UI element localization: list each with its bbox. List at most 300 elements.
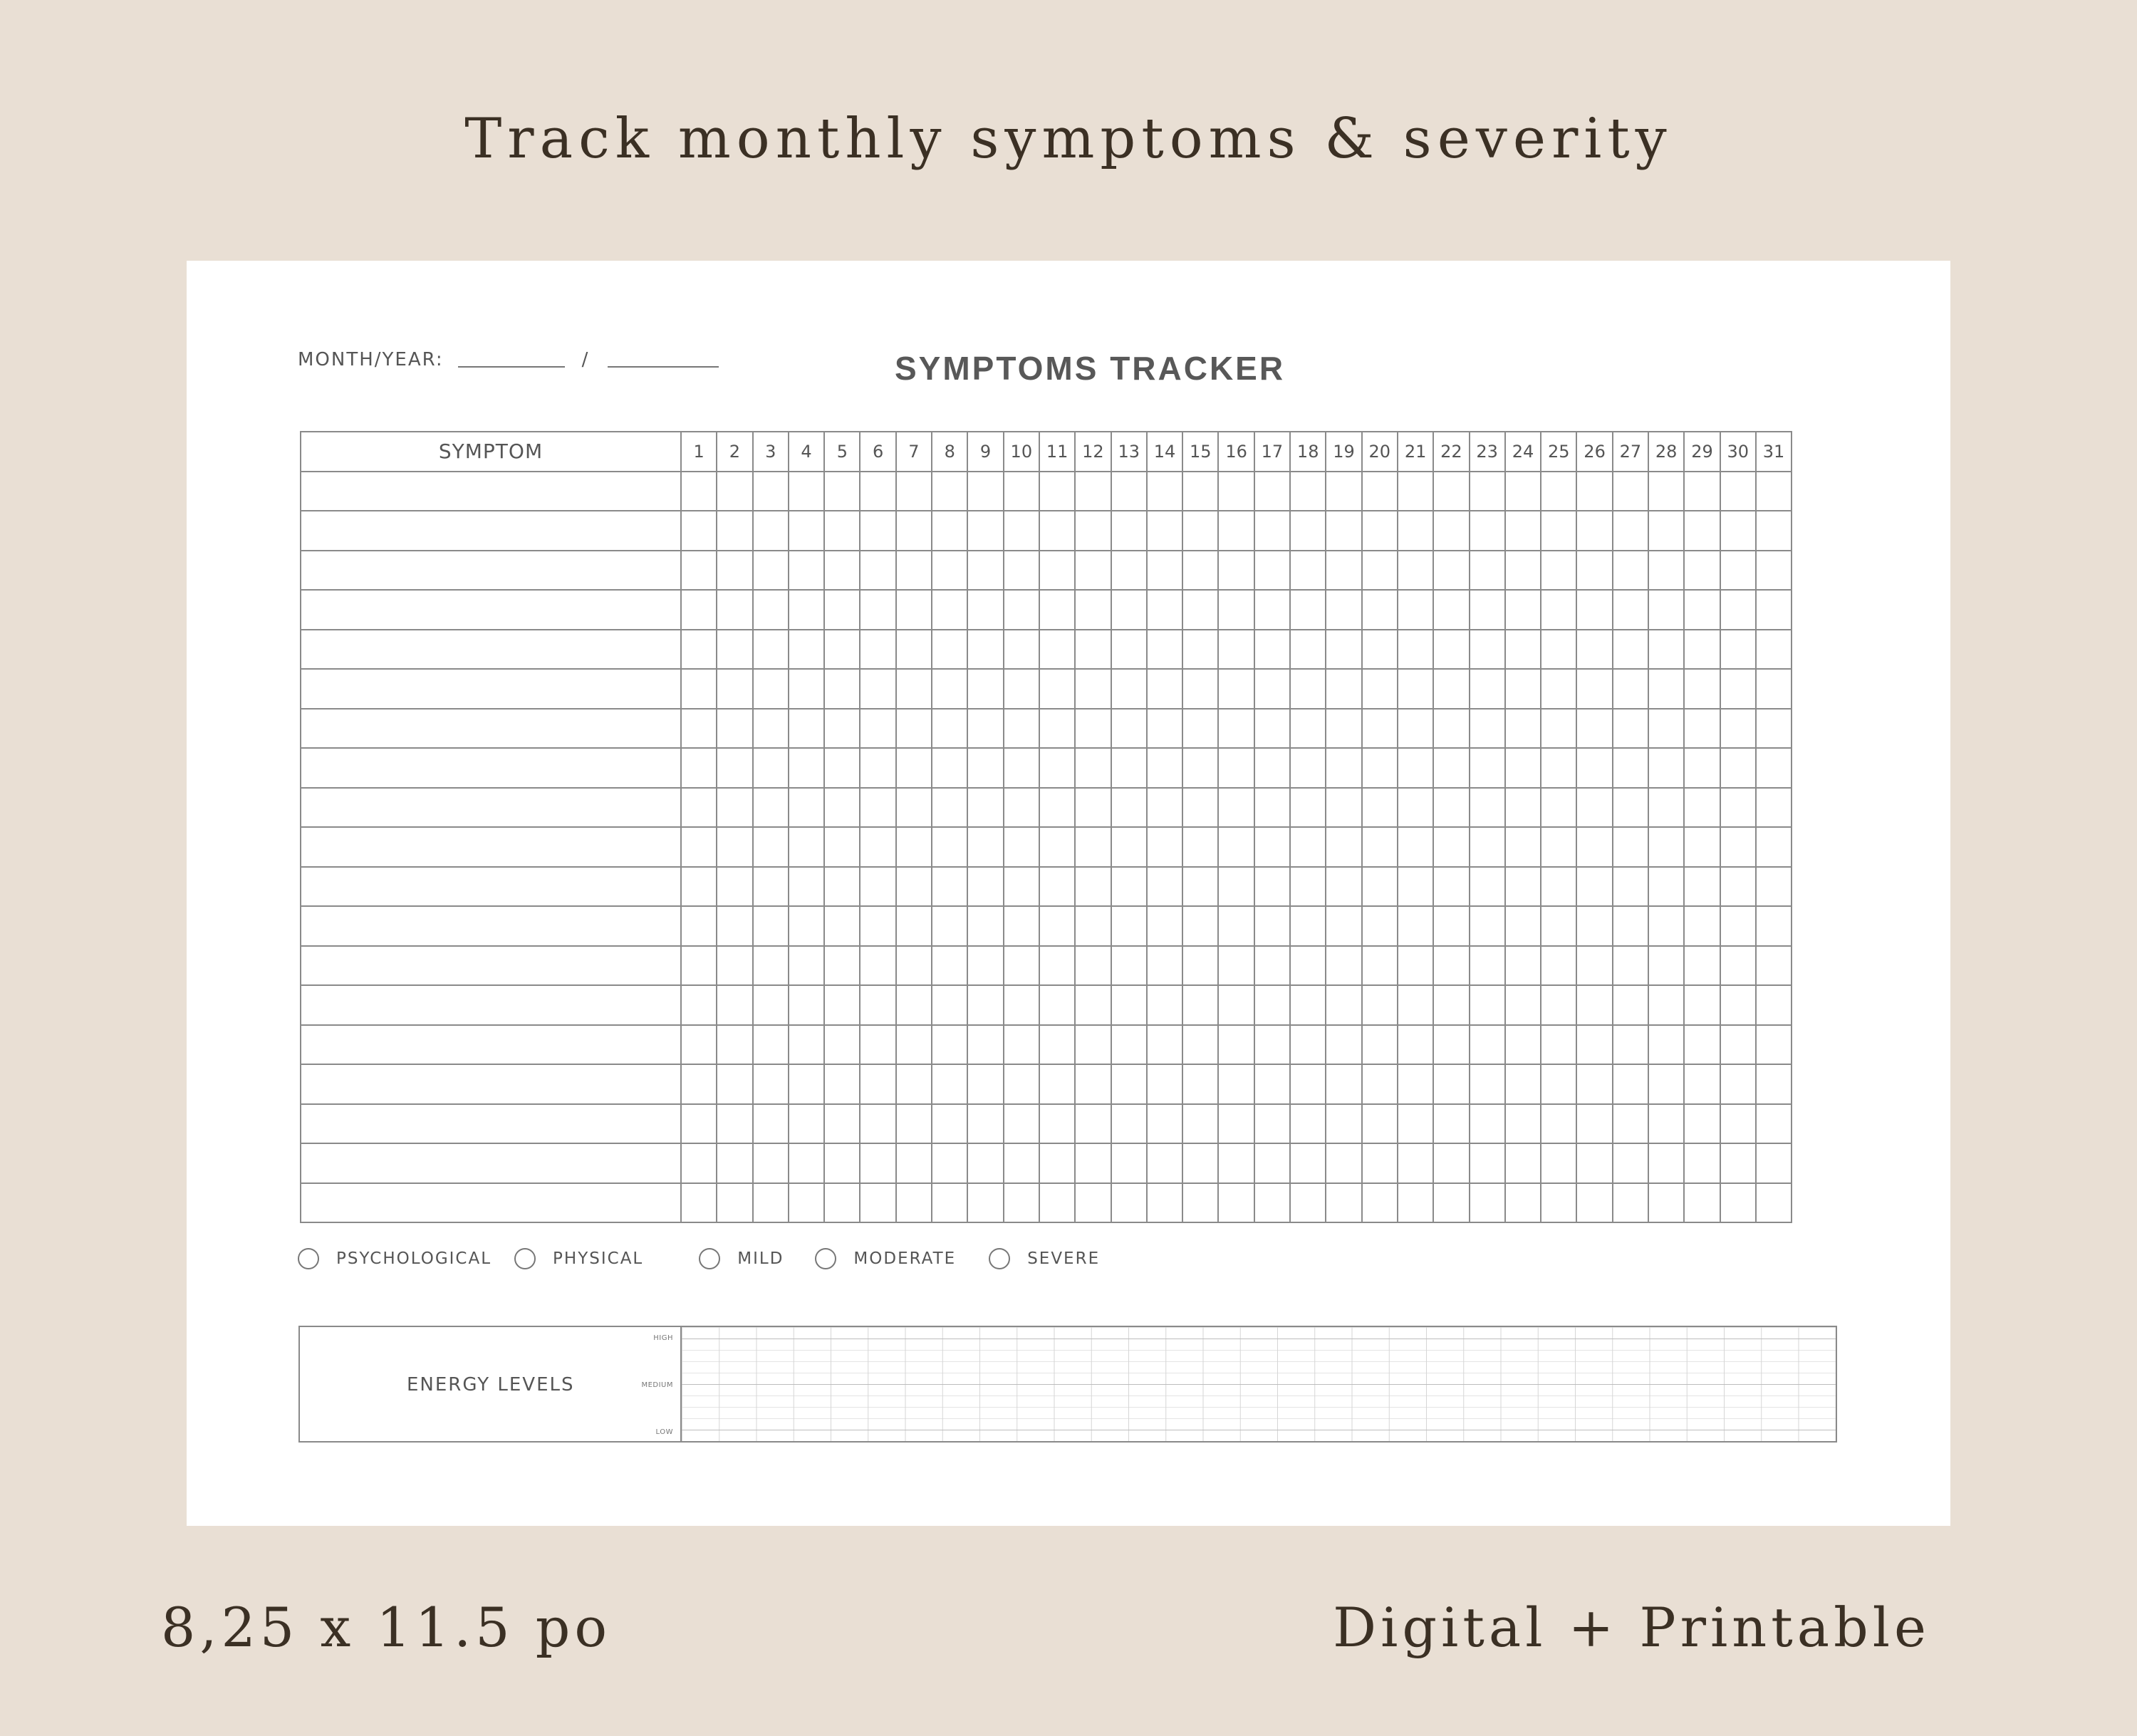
- day-cell[interactable]: [1684, 1183, 1720, 1223]
- day-cell[interactable]: [1505, 630, 1541, 670]
- day-cell[interactable]: [896, 472, 932, 511]
- day-cell[interactable]: [1362, 985, 1398, 1025]
- day-cell[interactable]: [1433, 906, 1469, 946]
- day-cell[interactable]: [1613, 709, 1648, 749]
- day-cell[interactable]: [1362, 906, 1398, 946]
- day-cell[interactable]: [1218, 511, 1254, 551]
- day-cell[interactable]: [1756, 1064, 1792, 1104]
- day-cell[interactable]: [1505, 827, 1541, 867]
- day-cell[interactable]: [1505, 511, 1541, 551]
- day-cell[interactable]: [789, 906, 824, 946]
- day-cell[interactable]: [681, 551, 717, 591]
- day-cell[interactable]: [1505, 748, 1541, 788]
- day-cell[interactable]: [1362, 1064, 1398, 1104]
- day-cell[interactable]: [1004, 946, 1039, 986]
- day-cell[interactable]: [1290, 669, 1326, 709]
- day-cell[interactable]: [717, 1025, 752, 1065]
- day-cell[interactable]: [1648, 985, 1684, 1025]
- day-cell[interactable]: [1541, 788, 1576, 828]
- day-cell[interactable]: [717, 511, 752, 551]
- day-cell[interactable]: [753, 590, 789, 630]
- day-cell[interactable]: [789, 867, 824, 907]
- day-cell[interactable]: [1254, 827, 1290, 867]
- day-cell[interactable]: [717, 630, 752, 670]
- day-cell[interactable]: [967, 511, 1003, 551]
- day-cell[interactable]: [824, 1143, 860, 1183]
- day-cell[interactable]: [1541, 985, 1576, 1025]
- day-cell[interactable]: [896, 985, 932, 1025]
- day-cell[interactable]: [1111, 630, 1147, 670]
- day-cell[interactable]: [717, 788, 752, 828]
- day-cell[interactable]: [1576, 867, 1612, 907]
- day-cell[interactable]: [789, 1143, 824, 1183]
- day-cell[interactable]: [1290, 985, 1326, 1025]
- day-cell[interactable]: [717, 946, 752, 986]
- day-cell[interactable]: [1326, 1143, 1361, 1183]
- day-cell[interactable]: [1326, 472, 1361, 511]
- day-cell[interactable]: [1218, 1183, 1254, 1223]
- day-cell[interactable]: [1147, 1143, 1182, 1183]
- day-cell[interactable]: [1147, 1064, 1182, 1104]
- day-cell[interactable]: [1398, 985, 1433, 1025]
- day-cell[interactable]: [681, 867, 717, 907]
- day-cell[interactable]: [681, 511, 717, 551]
- day-cell[interactable]: [1147, 827, 1182, 867]
- day-cell[interactable]: [1039, 788, 1075, 828]
- day-cell[interactable]: [1326, 1064, 1361, 1104]
- day-cell[interactable]: [753, 1183, 789, 1223]
- day-cell[interactable]: [860, 630, 895, 670]
- day-cell[interactable]: [1720, 827, 1756, 867]
- day-cell[interactable]: [681, 472, 717, 511]
- day-cell[interactable]: [1075, 551, 1111, 591]
- day-cell[interactable]: [1505, 788, 1541, 828]
- day-cell[interactable]: [1398, 788, 1433, 828]
- day-cell[interactable]: [1039, 985, 1075, 1025]
- day-cell[interactable]: [1613, 630, 1648, 670]
- day-cell[interactable]: [1218, 827, 1254, 867]
- day-cell[interactable]: [1075, 906, 1111, 946]
- day-cell[interactable]: [1505, 472, 1541, 511]
- day-cell[interactable]: [932, 788, 967, 828]
- day-cell[interactable]: [1541, 511, 1576, 551]
- day-cell[interactable]: [1433, 1064, 1469, 1104]
- day-cell[interactable]: [1613, 867, 1648, 907]
- day-cell[interactable]: [1684, 788, 1720, 828]
- day-cell[interactable]: [1505, 1025, 1541, 1065]
- day-cell[interactable]: [932, 867, 967, 907]
- severe-checkbox[interactable]: [989, 1248, 1010, 1269]
- day-cell[interactable]: [1756, 1025, 1792, 1065]
- day-cell[interactable]: [681, 827, 717, 867]
- day-cell[interactable]: [1075, 827, 1111, 867]
- day-cell[interactable]: [1684, 669, 1720, 709]
- day-cell[interactable]: [1398, 867, 1433, 907]
- day-cell[interactable]: [1362, 511, 1398, 551]
- day-cell[interactable]: [681, 1143, 717, 1183]
- day-cell[interactable]: [1039, 511, 1075, 551]
- day-cell[interactable]: [1326, 985, 1361, 1025]
- symptom-cell[interactable]: [301, 1183, 681, 1223]
- day-cell[interactable]: [860, 985, 895, 1025]
- day-cell[interactable]: [1433, 472, 1469, 511]
- day-cell[interactable]: [967, 630, 1003, 670]
- day-cell[interactable]: [860, 1025, 895, 1065]
- day-cell[interactable]: [1039, 590, 1075, 630]
- day-cell[interactable]: [1362, 551, 1398, 591]
- day-cell[interactable]: [1756, 906, 1792, 946]
- day-cell[interactable]: [1541, 1183, 1576, 1223]
- day-cell[interactable]: [932, 669, 967, 709]
- day-cell[interactable]: [789, 551, 824, 591]
- day-cell[interactable]: [1470, 551, 1505, 591]
- day-cell[interactable]: [1648, 867, 1684, 907]
- day-cell[interactable]: [1433, 590, 1469, 630]
- day-cell[interactable]: [1039, 906, 1075, 946]
- day-cell[interactable]: [1147, 1183, 1182, 1223]
- day-cell[interactable]: [1541, 1025, 1576, 1065]
- day-cell[interactable]: [860, 827, 895, 867]
- day-cell[interactable]: [824, 906, 860, 946]
- day-cell[interactable]: [967, 788, 1003, 828]
- day-cell[interactable]: [967, 867, 1003, 907]
- symptom-cell[interactable]: [301, 669, 681, 709]
- day-cell[interactable]: [1576, 511, 1612, 551]
- day-cell[interactable]: [1326, 551, 1361, 591]
- day-cell[interactable]: [1362, 709, 1398, 749]
- day-cell[interactable]: [1039, 748, 1075, 788]
- day-cell[interactable]: [717, 551, 752, 591]
- day-cell[interactable]: [1613, 748, 1648, 788]
- day-cell[interactable]: [896, 590, 932, 630]
- day-cell[interactable]: [1254, 906, 1290, 946]
- day-cell[interactable]: [789, 1104, 824, 1144]
- day-cell[interactable]: [753, 1143, 789, 1183]
- day-cell[interactable]: [1756, 669, 1792, 709]
- day-cell[interactable]: [1290, 1064, 1326, 1104]
- day-cell[interactable]: [1290, 1025, 1326, 1065]
- day-cell[interactable]: [1613, 669, 1648, 709]
- day-cell[interactable]: [824, 472, 860, 511]
- symptom-cell[interactable]: [301, 867, 681, 907]
- day-cell[interactable]: [1362, 788, 1398, 828]
- day-cell[interactable]: [1039, 1064, 1075, 1104]
- day-cell[interactable]: [1254, 1104, 1290, 1144]
- day-cell[interactable]: [717, 709, 752, 749]
- day-cell[interactable]: [1720, 1143, 1756, 1183]
- day-cell[interactable]: [1576, 630, 1612, 670]
- day-cell[interactable]: [717, 669, 752, 709]
- day-cell[interactable]: [1613, 472, 1648, 511]
- day-cell[interactable]: [1254, 630, 1290, 670]
- symptom-cell[interactable]: [301, 946, 681, 986]
- day-cell[interactable]: [1576, 788, 1612, 828]
- day-cell[interactable]: [717, 590, 752, 630]
- day-cell[interactable]: [1684, 630, 1720, 670]
- day-cell[interactable]: [1004, 1104, 1039, 1144]
- day-cell[interactable]: [1111, 1025, 1147, 1065]
- day-cell[interactable]: [1039, 1104, 1075, 1144]
- day-cell[interactable]: [717, 985, 752, 1025]
- day-cell[interactable]: [824, 630, 860, 670]
- day-cell[interactable]: [824, 590, 860, 630]
- day-cell[interactable]: [1004, 788, 1039, 828]
- day-cell[interactable]: [1111, 946, 1147, 986]
- day-cell[interactable]: [824, 1025, 860, 1065]
- day-cell[interactable]: [1613, 551, 1648, 591]
- day-cell[interactable]: [967, 1064, 1003, 1104]
- day-cell[interactable]: [1576, 472, 1612, 511]
- day-cell[interactable]: [753, 906, 789, 946]
- day-cell[interactable]: [1684, 985, 1720, 1025]
- day-cell[interactable]: [1290, 590, 1326, 630]
- day-cell[interactable]: [1541, 748, 1576, 788]
- day-cell[interactable]: [824, 511, 860, 551]
- day-cell[interactable]: [681, 669, 717, 709]
- day-cell[interactable]: [1648, 906, 1684, 946]
- day-cell[interactable]: [1648, 551, 1684, 591]
- day-cell[interactable]: [860, 1064, 895, 1104]
- day-cell[interactable]: [1182, 788, 1218, 828]
- day-cell[interactable]: [1684, 906, 1720, 946]
- day-cell[interactable]: [1756, 827, 1792, 867]
- day-cell[interactable]: [824, 985, 860, 1025]
- symptom-cell[interactable]: [301, 1025, 681, 1065]
- day-cell[interactable]: [1648, 1025, 1684, 1065]
- day-cell[interactable]: [1326, 1025, 1361, 1065]
- day-cell[interactable]: [1147, 511, 1182, 551]
- day-cell[interactable]: [1182, 669, 1218, 709]
- day-cell[interactable]: [1147, 906, 1182, 946]
- day-cell[interactable]: [932, 946, 967, 986]
- day-cell[interactable]: [860, 906, 895, 946]
- day-cell[interactable]: [932, 709, 967, 749]
- day-cell[interactable]: [1684, 748, 1720, 788]
- symptom-cell[interactable]: [301, 551, 681, 591]
- day-cell[interactable]: [860, 590, 895, 630]
- day-cell[interactable]: [789, 788, 824, 828]
- day-cell[interactable]: [1254, 788, 1290, 828]
- day-cell[interactable]: [896, 788, 932, 828]
- day-cell[interactable]: [1433, 788, 1469, 828]
- day-cell[interactable]: [896, 669, 932, 709]
- day-cell[interactable]: [681, 906, 717, 946]
- day-cell[interactable]: [967, 590, 1003, 630]
- day-cell[interactable]: [789, 946, 824, 986]
- day-cell[interactable]: [753, 867, 789, 907]
- day-cell[interactable]: [1039, 630, 1075, 670]
- symptom-cell[interactable]: [301, 1143, 681, 1183]
- day-cell[interactable]: [789, 1183, 824, 1223]
- day-cell[interactable]: [717, 1104, 752, 1144]
- day-cell[interactable]: [1470, 748, 1505, 788]
- day-cell[interactable]: [1433, 1104, 1469, 1144]
- day-cell[interactable]: [1075, 1104, 1111, 1144]
- day-cell[interactable]: [1075, 472, 1111, 511]
- symptom-cell[interactable]: [301, 906, 681, 946]
- day-cell[interactable]: [896, 1143, 932, 1183]
- day-cell[interactable]: [753, 1025, 789, 1065]
- day-cell[interactable]: [1182, 1143, 1218, 1183]
- day-cell[interactable]: [1576, 946, 1612, 986]
- day-cell[interactable]: [1326, 511, 1361, 551]
- day-cell[interactable]: [1326, 867, 1361, 907]
- day-cell[interactable]: [1004, 669, 1039, 709]
- day-cell[interactable]: [1326, 590, 1361, 630]
- day-cell[interactable]: [1470, 1183, 1505, 1223]
- day-cell[interactable]: [1613, 1143, 1648, 1183]
- day-cell[interactable]: [1290, 946, 1326, 986]
- day-cell[interactable]: [1433, 1025, 1469, 1065]
- day-cell[interactable]: [1111, 906, 1147, 946]
- day-cell[interactable]: [681, 1104, 717, 1144]
- day-cell[interactable]: [1541, 1104, 1576, 1144]
- symptom-cell[interactable]: [301, 511, 681, 551]
- day-cell[interactable]: [1576, 1143, 1612, 1183]
- day-cell[interactable]: [932, 590, 967, 630]
- day-cell[interactable]: [1756, 511, 1792, 551]
- day-cell[interactable]: [1039, 472, 1075, 511]
- day-cell[interactable]: [1576, 906, 1612, 946]
- day-cell[interactable]: [1039, 867, 1075, 907]
- day-cell[interactable]: [1182, 1183, 1218, 1223]
- day-cell[interactable]: [1182, 472, 1218, 511]
- day-cell[interactable]: [1576, 1025, 1612, 1065]
- day-cell[interactable]: [1218, 590, 1254, 630]
- day-cell[interactable]: [1147, 709, 1182, 749]
- day-cell[interactable]: [1004, 472, 1039, 511]
- day-cell[interactable]: [967, 1025, 1003, 1065]
- day-cell[interactable]: [1398, 1025, 1433, 1065]
- day-cell[interactable]: [1541, 946, 1576, 986]
- day-cell[interactable]: [1254, 748, 1290, 788]
- day-cell[interactable]: [1576, 551, 1612, 591]
- symptom-cell[interactable]: [301, 748, 681, 788]
- day-cell[interactable]: [1004, 906, 1039, 946]
- day-cell[interactable]: [896, 1183, 932, 1223]
- day-cell[interactable]: [1470, 709, 1505, 749]
- day-cell[interactable]: [1684, 511, 1720, 551]
- day-cell[interactable]: [789, 827, 824, 867]
- day-cell[interactable]: [1075, 985, 1111, 1025]
- day-cell[interactable]: [1720, 472, 1756, 511]
- legend-moderate[interactable]: [815, 1248, 956, 1269]
- day-cell[interactable]: [789, 630, 824, 670]
- day-cell[interactable]: [896, 867, 932, 907]
- day-cell[interactable]: [1398, 946, 1433, 986]
- day-cell[interactable]: [753, 630, 789, 670]
- day-cell[interactable]: [1756, 1143, 1792, 1183]
- day-cell[interactable]: [1147, 630, 1182, 670]
- day-cell[interactable]: [1254, 551, 1290, 591]
- day-cell[interactable]: [1398, 1104, 1433, 1144]
- day-cell[interactable]: [1362, 669, 1398, 709]
- day-cell[interactable]: [860, 1183, 895, 1223]
- day-cell[interactable]: [1576, 985, 1612, 1025]
- day-cell[interactable]: [1290, 748, 1326, 788]
- day-cell[interactable]: [1756, 590, 1792, 630]
- legend-physical[interactable]: [514, 1248, 643, 1269]
- day-cell[interactable]: [1182, 748, 1218, 788]
- day-cell[interactable]: [1398, 590, 1433, 630]
- day-cell[interactable]: [1290, 827, 1326, 867]
- day-cell[interactable]: [1613, 590, 1648, 630]
- symptom-cell[interactable]: [301, 985, 681, 1025]
- day-cell[interactable]: [932, 985, 967, 1025]
- day-cell[interactable]: [967, 669, 1003, 709]
- day-cell[interactable]: [1004, 748, 1039, 788]
- day-cell[interactable]: [1182, 985, 1218, 1025]
- day-cell[interactable]: [1684, 827, 1720, 867]
- day-cell[interactable]: [681, 630, 717, 670]
- day-cell[interactable]: [1182, 906, 1218, 946]
- day-cell[interactable]: [1111, 788, 1147, 828]
- day-cell[interactable]: [1004, 867, 1039, 907]
- day-cell[interactable]: [967, 472, 1003, 511]
- day-cell[interactable]: [1039, 1025, 1075, 1065]
- day-cell[interactable]: [860, 788, 895, 828]
- day-cell[interactable]: [1398, 1143, 1433, 1183]
- day-cell[interactable]: [1720, 1064, 1756, 1104]
- day-cell[interactable]: [1326, 946, 1361, 986]
- day-cell[interactable]: [1218, 472, 1254, 511]
- day-cell[interactable]: [1433, 1143, 1469, 1183]
- day-cell[interactable]: [1541, 630, 1576, 670]
- legend-mild[interactable]: [699, 1248, 784, 1269]
- day-cell[interactable]: [1398, 669, 1433, 709]
- day-cell[interactable]: [1470, 1104, 1505, 1144]
- day-cell[interactable]: [1541, 827, 1576, 867]
- day-cell[interactable]: [789, 985, 824, 1025]
- day-cell[interactable]: [1290, 788, 1326, 828]
- day-cell[interactable]: [1470, 1064, 1505, 1104]
- day-cell[interactable]: [753, 827, 789, 867]
- day-cell[interactable]: [1720, 511, 1756, 551]
- day-cell[interactable]: [1576, 748, 1612, 788]
- day-cell[interactable]: [1433, 551, 1469, 591]
- day-cell[interactable]: [681, 590, 717, 630]
- day-cell[interactable]: [1254, 1183, 1290, 1223]
- day-cell[interactable]: [1254, 669, 1290, 709]
- day-cell[interactable]: [896, 1064, 932, 1104]
- day-cell[interactable]: [824, 827, 860, 867]
- day-cell[interactable]: [1720, 867, 1756, 907]
- day-cell[interactable]: [932, 827, 967, 867]
- day-cell[interactable]: [1648, 946, 1684, 986]
- day-cell[interactable]: [1505, 1143, 1541, 1183]
- day-cell[interactable]: [932, 906, 967, 946]
- day-cell[interactable]: [896, 1025, 932, 1065]
- day-cell[interactable]: [1613, 788, 1648, 828]
- day-cell[interactable]: [860, 472, 895, 511]
- symptom-cell[interactable]: [301, 709, 681, 749]
- day-cell[interactable]: [1254, 1064, 1290, 1104]
- day-cell[interactable]: [1613, 906, 1648, 946]
- day-cell[interactable]: [717, 472, 752, 511]
- day-cell[interactable]: [896, 748, 932, 788]
- day-cell[interactable]: [1147, 788, 1182, 828]
- day-cell[interactable]: [896, 551, 932, 591]
- day-cell[interactable]: [1326, 827, 1361, 867]
- day-cell[interactable]: [896, 709, 932, 749]
- energy-grid[interactable]: [682, 1327, 1836, 1441]
- day-cell[interactable]: [1182, 1064, 1218, 1104]
- day-cell[interactable]: [1290, 551, 1326, 591]
- day-cell[interactable]: [1362, 1025, 1398, 1065]
- day-cell[interactable]: [1684, 1143, 1720, 1183]
- day-cell[interactable]: [1398, 551, 1433, 591]
- day-cell[interactable]: [860, 551, 895, 591]
